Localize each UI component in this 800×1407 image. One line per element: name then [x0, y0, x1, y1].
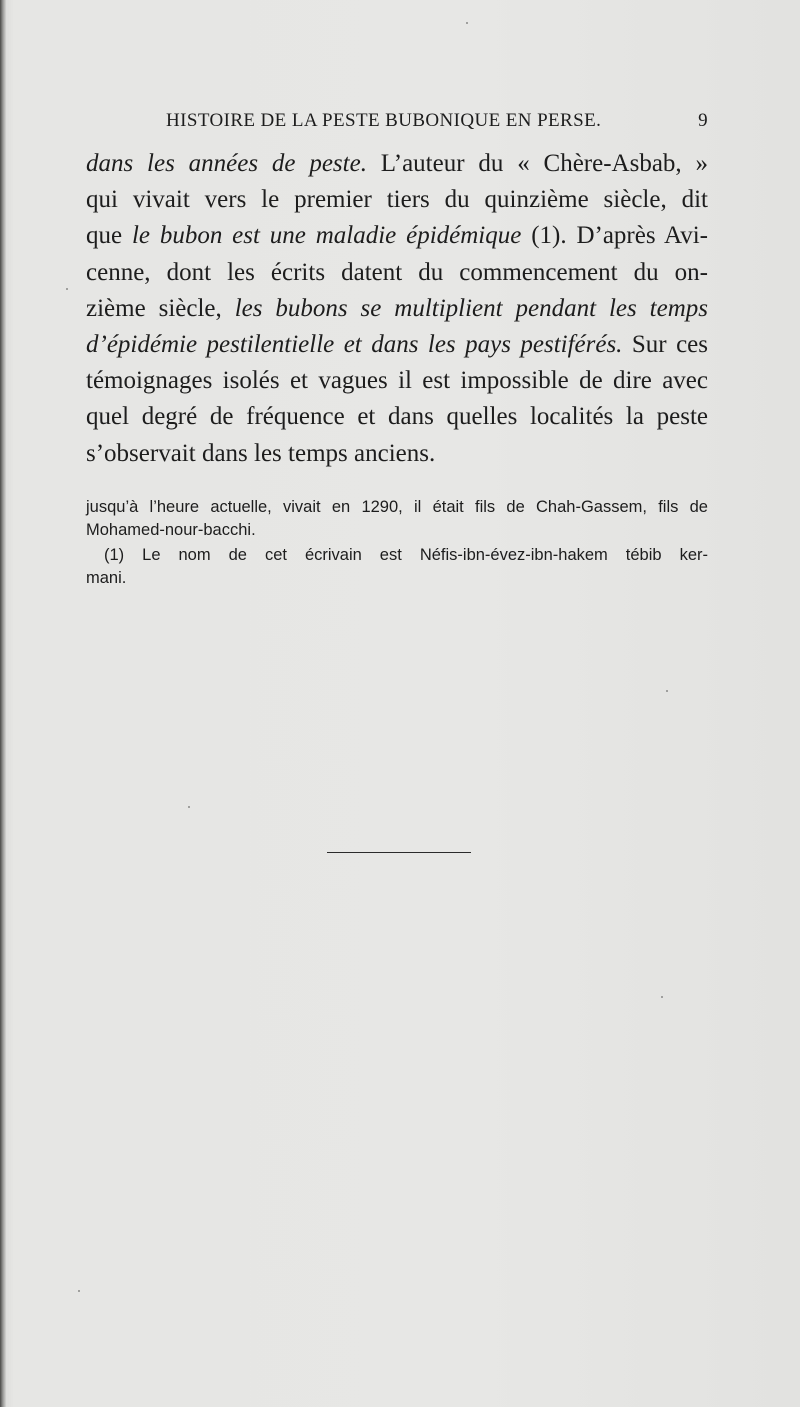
- text-line: [86, 399, 708, 435]
- text-line: [86, 327, 708, 363]
- text-line: [86, 436, 708, 472]
- text-line: [86, 291, 708, 327]
- text-run: s’observait dans les temps anciens.: [86, 439, 436, 467]
- italic-run: dans les années de peste.: [86, 150, 367, 177]
- paper-speck: [188, 806, 190, 808]
- italic-run: le bubon est une maladie épidémique: [131, 222, 522, 250]
- text-line: [86, 146, 708, 182]
- text-run: zième siècle,: [86, 294, 235, 322]
- footnote-1: [86, 544, 708, 589]
- italic-run: d’épidémie pestilentielle et dans les pays pestiférés.: [86, 331, 623, 359]
- section-divider-rule: [327, 852, 471, 853]
- paper-speck: [66, 288, 68, 290]
- footnote-line: (1) Le nom de cet écrivain est Néfis-ibn-évez-ibn-hakem tébib ker-: [104, 546, 708, 564]
- text-run: cenne, dont les écrits datent du commencement du on-: [86, 258, 708, 286]
- main-text-paragraph: [86, 146, 708, 472]
- text-run: (1). D’après Avi-: [521, 222, 709, 250]
- text-run: que: [86, 222, 132, 250]
- italic-run: les bubons se multiplient pendant les temps: [234, 294, 708, 322]
- footnote-line: mani.: [86, 568, 127, 587]
- text-run: qui vivait vers le premier tiers du quinzième siècle, dit: [86, 186, 708, 214]
- paper-speck: [466, 22, 468, 24]
- running-head: [86, 110, 708, 136]
- footnote-line: jusqu’à l’heure actuelle, vivait en 1290, il était fils de Chah-Gassem, fils de: [86, 498, 708, 516]
- footnote-continued: [86, 496, 708, 541]
- text-run: Sur ces: [622, 331, 708, 359]
- text-line: [86, 363, 708, 399]
- text-run: témoignages isolés et vagues il est impossible de dire avec: [86, 367, 708, 395]
- footnote-line: Mohamed-nour-bacchi.: [86, 520, 256, 539]
- paper-speck: [78, 1290, 80, 1292]
- footnotes: [86, 496, 708, 589]
- page-number: 9: [698, 110, 708, 131]
- paper-speck: [666, 690, 668, 692]
- text-run: quel degré de fréquence et dans quelles localités la peste: [86, 403, 708, 431]
- text-line: [86, 255, 708, 291]
- running-head-title: HISTOIRE DE LA PESTE BUBONIQUE EN PERSE.: [166, 110, 602, 131]
- text-line: [86, 218, 708, 254]
- paper-speck: [661, 996, 663, 998]
- text-run: L’auteur du « Chère-Asbab, »: [366, 150, 708, 177]
- text-line: [86, 182, 708, 218]
- page-binding-edge: [0, 0, 6, 1407]
